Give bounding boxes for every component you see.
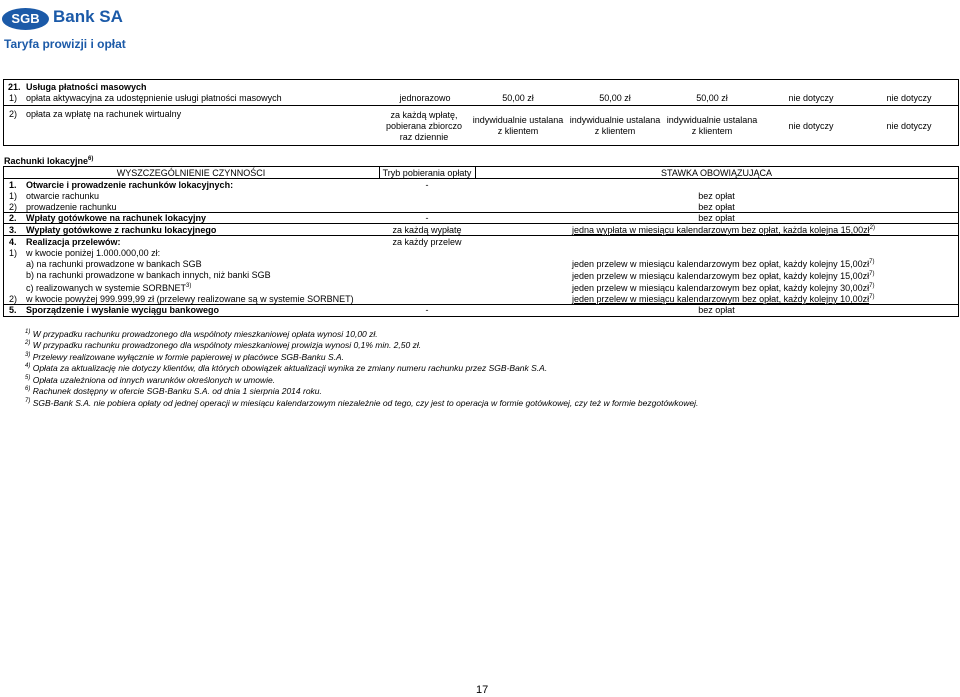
section-21-title: Usługa płatności masowych bbox=[26, 82, 147, 92]
table-border-top bbox=[3, 166, 959, 167]
fee-rate: jeden przelew w miesiącu kalendarzowym bez opłat, każdy kolejny $15,00zł^{7)}$ bbox=[572, 259, 875, 269]
row-number: 1) bbox=[9, 93, 18, 103]
fee-value: indywidualnie ustalana z klientem bbox=[569, 115, 661, 136]
fee-mode: - bbox=[425, 180, 429, 190]
item-number: 1. bbox=[9, 180, 17, 190]
column-header-mode: Tryb pobierania opłaty bbox=[382, 168, 472, 178]
fee-value: nie dotyczy bbox=[886, 93, 932, 103]
item-title: Realizacja przelewów: bbox=[26, 237, 121, 247]
fee-rate: jeden przelew w miesiącu kalendarzowym bez opłat, każdy kolejny $15,00zł^{7)}$ bbox=[572, 271, 875, 281]
fee-rate: bez opłat bbox=[698, 305, 735, 315]
table-row-divider bbox=[3, 235, 959, 236]
row-number: 2) bbox=[9, 202, 18, 212]
table-row-divider bbox=[3, 223, 959, 224]
fee-value: 50,00 zł bbox=[696, 93, 728, 103]
item-number: 2. bbox=[9, 213, 17, 223]
item-number: 3. bbox=[9, 225, 17, 235]
footnote: $^{5)}$ Opłata uzależniona od innych warunków określonych w umowie. bbox=[25, 375, 276, 385]
row-description: a) na rachunki prowadzone w bankach SGB bbox=[26, 259, 202, 269]
fee-rate: bez opłat bbox=[698, 202, 735, 212]
item-title: Otwarcie i prowadzenie rachunków lokacyjnych: bbox=[26, 180, 234, 190]
row-number: 1) bbox=[9, 248, 18, 258]
item-number: 4. bbox=[9, 237, 17, 247]
column-header-activity: WYSZCZEGÓLNIENIE CZYNNOŚCI bbox=[116, 168, 266, 178]
document-title: Taryfa prowizji i opłat bbox=[4, 37, 126, 51]
row-description: prowadzenie rachunku bbox=[26, 202, 117, 212]
fee-rate: jeden przelew w miesiącu kalendarzowym bez opłat, każdy kolejny $30,00zł^{7)}$ bbox=[572, 283, 875, 293]
fee-value: indywidualnie ustalana z klientem bbox=[666, 115, 758, 136]
row-description: w kwocie poniżej 1.000.000,00 zł: bbox=[26, 248, 161, 258]
section-21-number: 21. bbox=[8, 82, 21, 92]
fee-rate: bez opłat bbox=[698, 213, 735, 223]
row-number: 1) bbox=[9, 191, 18, 201]
table-border-top bbox=[3, 79, 959, 80]
table-border-right bbox=[958, 166, 959, 316]
footnote: $^{6)}$ Rachunek dostępny w ofercie SGB-Banku S.A. od dnia 1 sierpnia 2014 roku. bbox=[25, 386, 322, 396]
table-row-divider bbox=[3, 178, 959, 179]
footnote: $^{1)}$ W przypadku rachunku prowadzonego dla wspólnoty mieszkaniowej opłata wynosi 10,00 zł. bbox=[25, 329, 378, 339]
page-number: 17 bbox=[476, 684, 489, 696]
row-description: c) realizowanych w systemie SORBNET$^{3)}$ bbox=[26, 283, 192, 293]
fee-value: indywidualnie ustalana z klientem bbox=[472, 115, 564, 136]
fee-value: nie dotyczy bbox=[788, 121, 834, 131]
fee-mode: za każdą wypłatę bbox=[392, 225, 462, 235]
table-border-bottom bbox=[3, 145, 959, 146]
item-title: Wypłaty gotówkowe z rachunku lokacyjnego bbox=[26, 225, 217, 235]
item-title: Wpłaty gotówkowe na rachunek lokacyjny bbox=[26, 213, 207, 223]
footnote: $^{2)}$ W przypadku rachunku prowadzonego dla wspólnoty mieszkaniowej prowizja wynosi 0,1% min. 2,50 zł. bbox=[25, 340, 422, 350]
column-header-rate: STAWKA OBOWIĄZUJĄCA bbox=[660, 168, 772, 178]
fee-value: nie dotyczy bbox=[788, 93, 834, 103]
item-title: Sporządzenie i wysłanie wyciągu bankowego bbox=[26, 305, 220, 315]
fee-value: 50,00 zł bbox=[502, 93, 534, 103]
row-description: w kwocie powyżej 999.999,99 zł (przelewy realizowane są w systemie SORBNET) bbox=[26, 294, 354, 304]
row-description: otwarcie rachunku bbox=[26, 191, 100, 201]
table-border-right bbox=[958, 79, 959, 145]
row-number: 2) bbox=[9, 294, 18, 304]
row-description: opłata za wpłatę na rachunek wirtualny bbox=[26, 109, 182, 119]
fee-mode: - bbox=[425, 305, 429, 315]
row-number: 2) bbox=[9, 109, 18, 119]
row-description: opłata aktywacyjna za udostępnienie usługi płatności masowych bbox=[26, 93, 282, 103]
fee-value: 50,00 zł bbox=[599, 93, 631, 103]
row-description: b) na rachunki prowadzone w bankach innych, niż banki SGB bbox=[26, 270, 271, 280]
footnote: $^{7)}$ SGB-Bank S.A. nie pobiera opłaty od jednej operacji w miesiącu kalendarzowym niezależnie od tego, czy jest to operacja w formie gotówkowej, czy też w formie bezgotówkowej. bbox=[25, 398, 699, 408]
fee-mode: za każdy przelew bbox=[392, 237, 462, 247]
fee-rate: jeden przelew w miesiącu kalendarzowym bez opłat, każdy kolejny $10,00zł^{7)}$ bbox=[572, 294, 875, 304]
footnote: $^{4)}$ Opłata za aktualizację nie dotyczy klientów, dla których obowiązek aktualizacji wynika ze zmiany numeru rachunku przez SGB-Bank S.A. bbox=[25, 363, 548, 373]
fee-rate: jedna wypłata w miesiącu kalendarzowym bez opłat, każda kolejna $15,00zł^{2)}$ bbox=[572, 225, 876, 235]
column-divider bbox=[475, 166, 476, 178]
table-border-left bbox=[3, 166, 4, 316]
bank-brand-name: Bank SA bbox=[53, 7, 123, 26]
table-row-divider bbox=[3, 105, 959, 106]
fee-mode: - bbox=[425, 213, 429, 223]
fee-mode: jednorazowo bbox=[399, 93, 451, 103]
section-heading: Rachunki lokacyjne$^{6)}$ bbox=[4, 156, 94, 166]
footnote: $^{3)}$ Przelewy realizowane wyłącznie w formie papierowej w placówce SGB-Banku S.A. bbox=[25, 352, 345, 362]
fee-mode: za każdą wpłatę, pobierana zbiorczo raz dziennie bbox=[385, 110, 463, 142]
table-border-left bbox=[3, 79, 4, 145]
item-number: 5. bbox=[9, 305, 17, 315]
fee-rate: bez opłat bbox=[698, 191, 735, 201]
fee-value: nie dotyczy bbox=[886, 121, 932, 131]
table-border-bottom bbox=[3, 316, 959, 317]
sgb-logo: SGB bbox=[2, 8, 49, 30]
column-divider bbox=[379, 166, 380, 178]
